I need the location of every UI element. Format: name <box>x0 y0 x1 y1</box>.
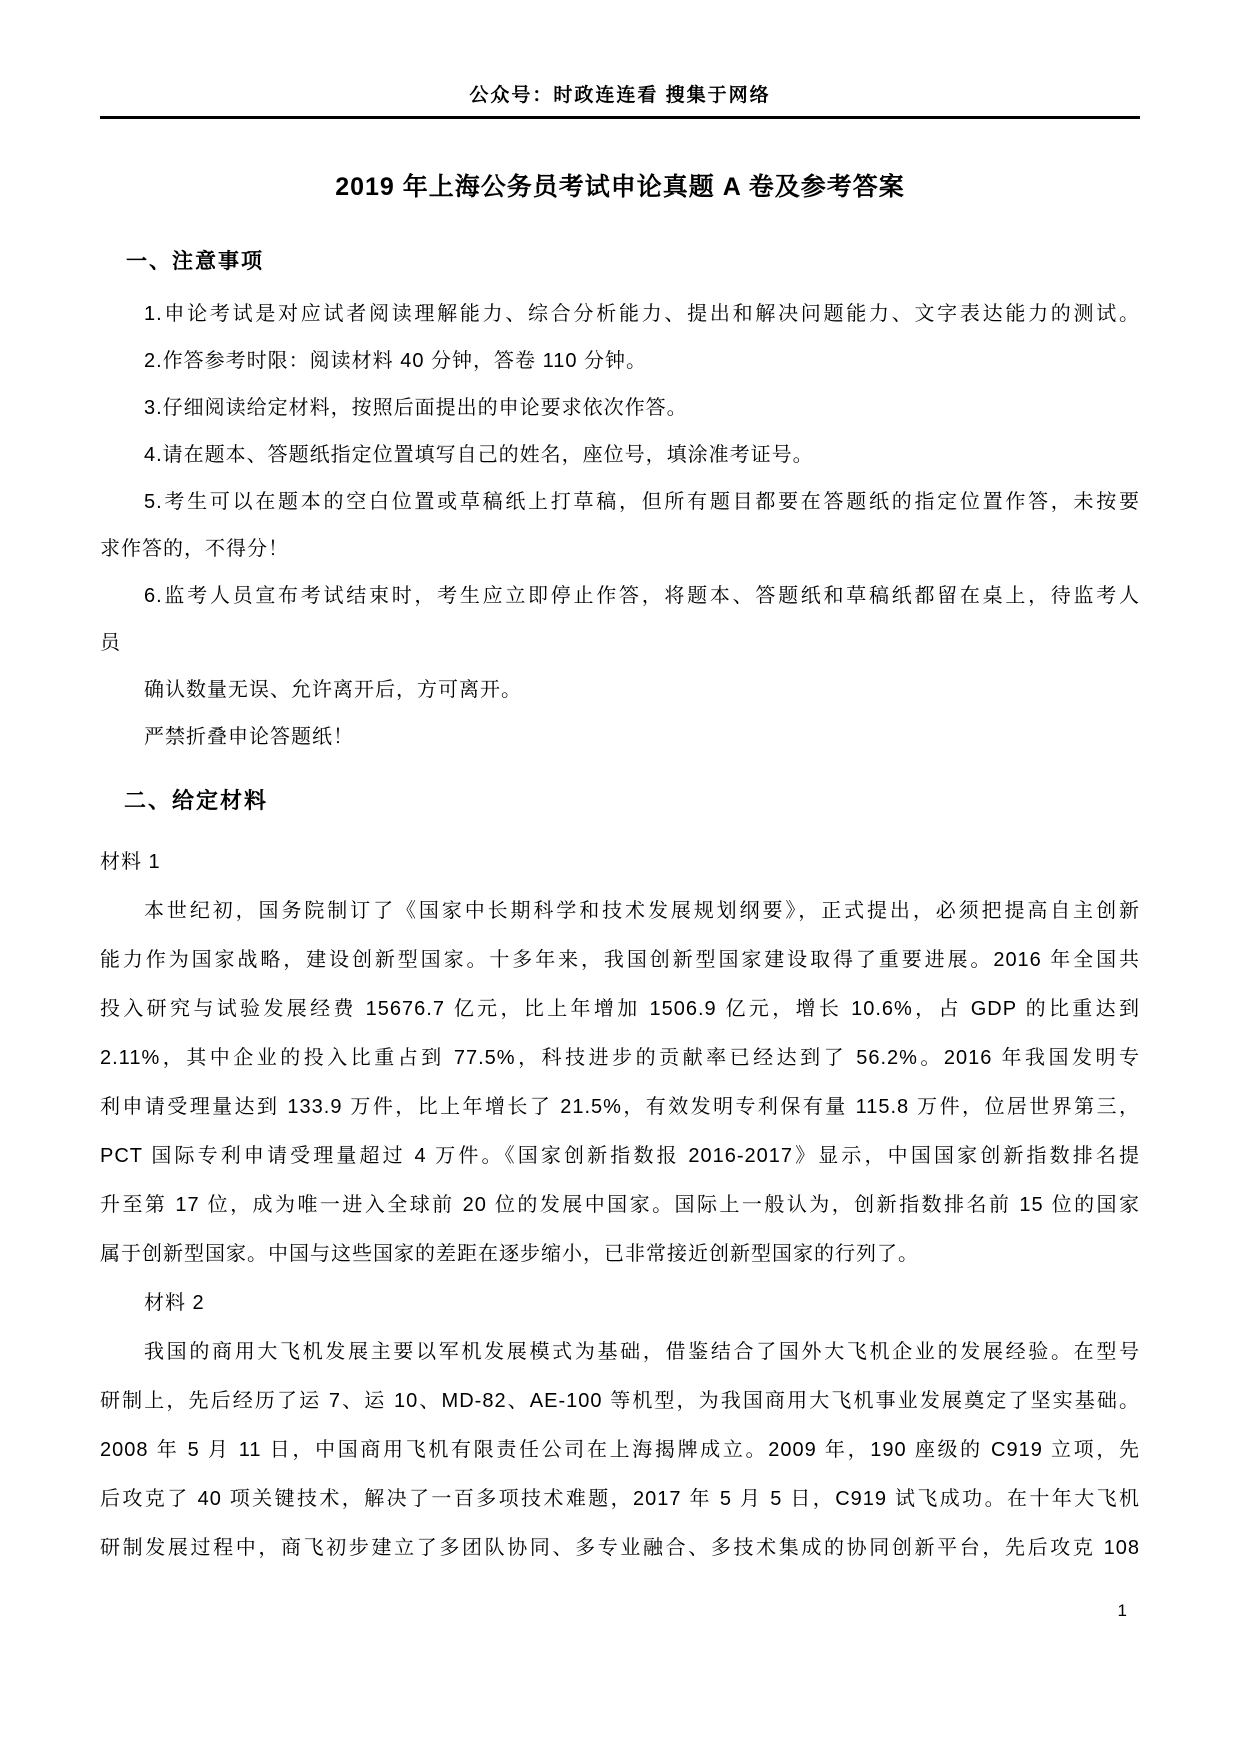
material-1-line-4: 2.11%，其中企业的投入比重占到 77.5%，科技进步的贡献率已经达到了 56.2%。2016 年我国发明专 <box>100 1047 1140 1069</box>
section-heading-notice: 一、注意事项 <box>126 250 264 273</box>
notice-line-1: 1.申论考试是对应试者阅读理解能力、综合分析能力、提出和解决问题能力、文字表达能力的测试。 <box>144 303 1140 325</box>
material-1-line-1: 本世纪初，国务院制订了《国家中长期科学和技术发展规划纲要》，正式提出，必须把提高自主创新 <box>144 900 1140 922</box>
watermark-text: 公众号：时政连连看 搜集于网络 <box>469 85 771 106</box>
notice-line-5-cont: 求作答的，不得分！ <box>100 538 289 560</box>
material-2-line-5: 研制发展过程中，商飞初步建立了多团队协同、多专业融合、多技术集成的协同创新平台，先后攻克 108 <box>100 1537 1140 1559</box>
notice-line-3: 3.仔细阅读给定材料，按照后面提出的申论要求依次作答。 <box>144 397 688 419</box>
material-1-label: 材料 1 <box>100 851 161 873</box>
notice-line-6: 6.监考人员宣布考试结束时，考生应立即停止作答，将题本、答题纸和草稿纸都留在桌上，待监考人 <box>144 585 1140 607</box>
material-2-line-1: 我国的商用大飞机发展主要以军机发展模式为基础，借鉴结合了国外大飞机企业的发展经验。在型号 <box>144 1341 1140 1363</box>
material-2-line-2: 研制上，先后经历了运 7、运 10、MD-82、AE-100 等机型，为我国商用大飞机事业发展奠定了坚实基础。 <box>100 1390 1140 1412</box>
notice-line-2: 2.作答参考时限：阅读材料 40 分钟，答卷 110 分钟。 <box>144 350 648 372</box>
page-title: 2019 年上海公务员考试申论真题 A 卷及参考答案 <box>335 173 905 201</box>
section-heading-materials: 二、给定材料 <box>124 788 269 813</box>
material-2-line-3: 2008 年 5 月 11 日，中国商用飞机有限责任公司在上海揭牌成立。2009 年，190 座级的 C919 立项，先 <box>100 1439 1140 1461</box>
material-1-line-8: 属于创新型国家。中国与这些国家的差距在逐步缩小，已非常接近创新型国家的行列了。 <box>100 1243 919 1265</box>
notice-line-6-cont: 员 <box>100 632 121 654</box>
material-1-line-6: PCT 国际专利申请受理量超过 4 万件。《国家创新指数报 2016-2017》显示，中国国家创新指数排名提 <box>100 1145 1140 1167</box>
material-1-line-2: 能力作为国家战略，建设创新型国家。十多年来，我国创新型国家建设取得了重要进展。2016 年全国共 <box>100 949 1140 971</box>
material-2-label: 材料 2 <box>144 1292 205 1314</box>
page-number: 1 <box>1117 1601 1127 1620</box>
notice-line-6-cont2: 确认数量无误、允许离开后，方可离开。 <box>144 679 522 701</box>
material-1-line-3: 投入研究与试验发展经费 15676.7 亿元，比上年增加 1506.9 亿元，增长 10.6%，占 GDP 的比重达到 <box>100 998 1140 1020</box>
material-2-line-4: 后攻克了 40 项关键技术，解决了一百多项技术难题，2017 年 5 月 5 日，C919 试飞成功。在十年大飞机 <box>100 1488 1140 1510</box>
notice-line-5: 5.考生可以在题本的空白位置或草稿纸上打草稿，但所有题目都要在答题纸的指定位置作答，未按要 <box>144 491 1140 513</box>
page-header <box>100 0 1140 119</box>
material-1-line-7: 升至第 17 位，成为唯一进入全球前 20 位的发展中国家。国际上一般认为，创新指数排名前 15 位的国家 <box>100 1194 1140 1216</box>
notice-line-4: 4.请在题本、答题纸指定位置填写自己的姓名，座位号，填涂准考证号。 <box>144 444 814 466</box>
material-1-line-5: 利申请受理量达到 133.9 万件，比上年增长了 21.5%，有效发明专利保有量 115.8 万件，位居世界第三， <box>100 1096 1140 1118</box>
notice-line-7: 严禁折叠申论答题纸！ <box>144 726 354 748</box>
